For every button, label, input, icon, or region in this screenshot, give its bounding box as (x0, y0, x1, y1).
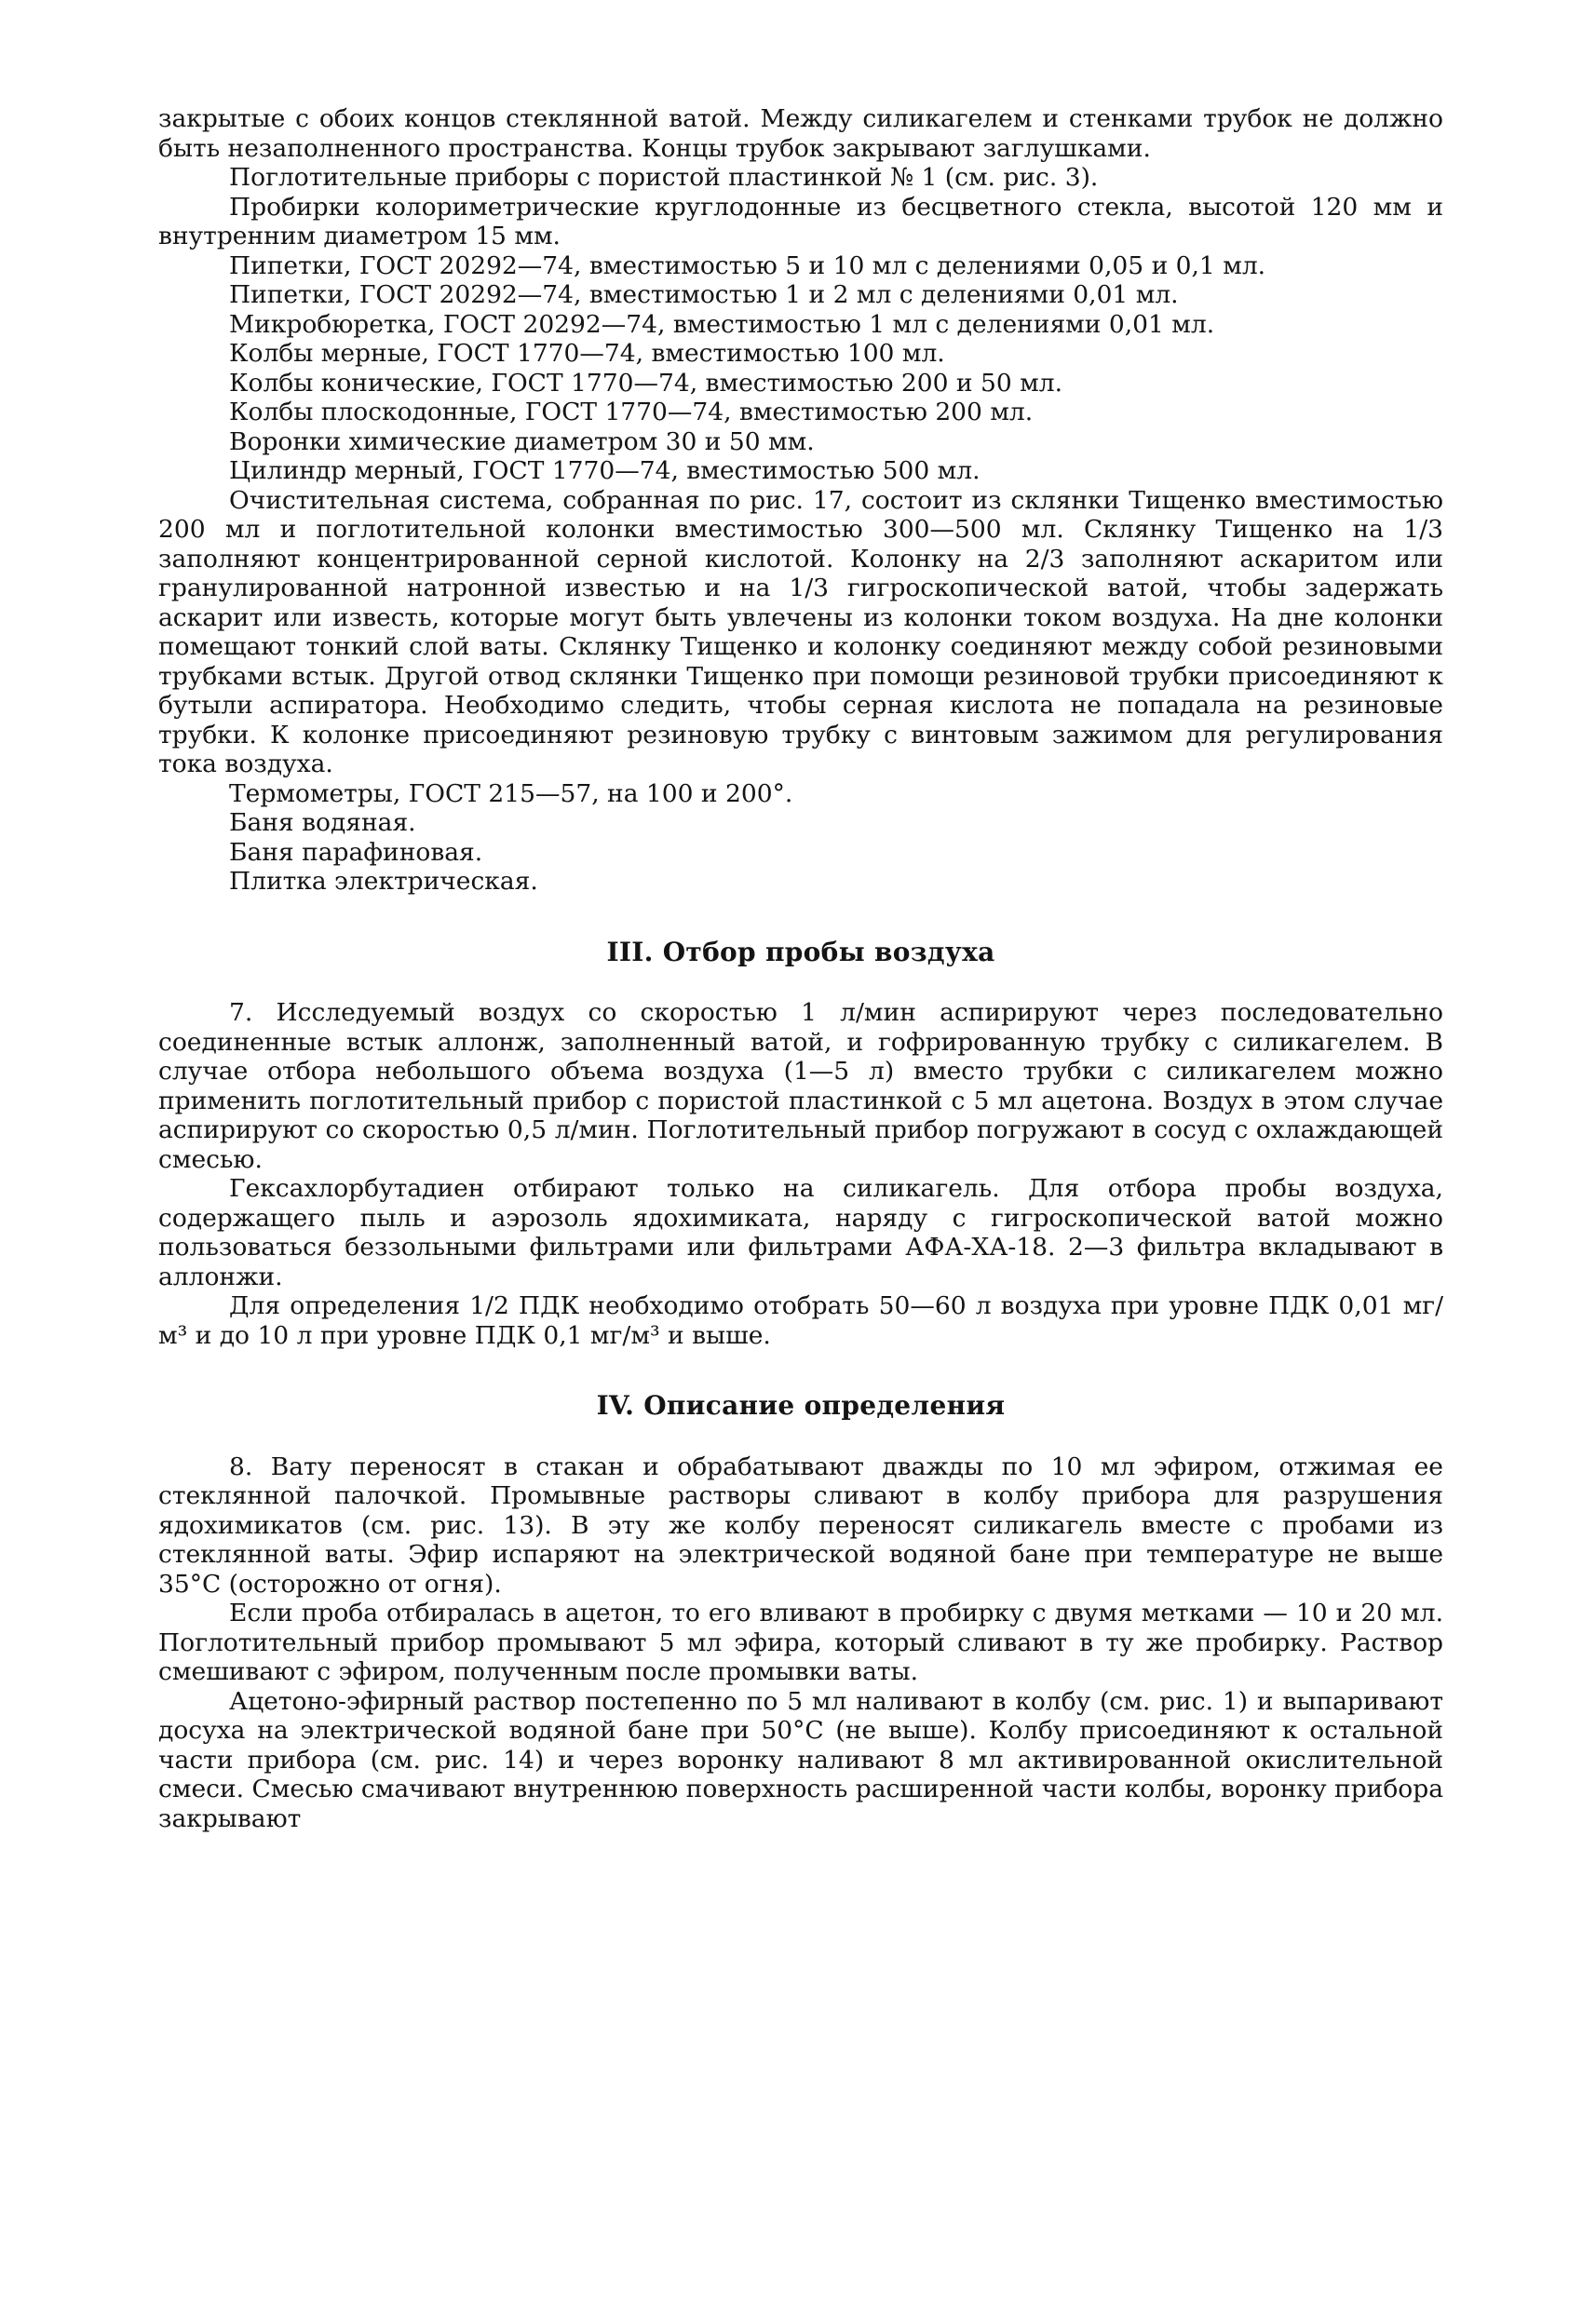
list-item-hotplate: Плитка электрическая. (229, 867, 538, 896)
section-heading-air-sampling: III. Отбор пробы воздуха (606, 936, 995, 967)
list-item-funnels: Воронки химические диаметром 30 и 50 мм. (229, 426, 815, 456)
paragraph-purification-system: Очистительная система, собранная по рис. 17, состоит из склянки Тищенко вместимостью 200 мл и поглотительной колонки вместимостью 300—500 мл. Склянку Тищенко на 1/3 заполняют концентрированной серной кислотой. Колонку на 2/3 заполняют аскаритом или гранулированной натронной известью и на 1/3 гигроскопической ватой, чтобы задержать аскарит или известь, которые могут быть увлечены из колонки током воздуха. На дне колонки помещают тонкий слой ваты. Склянку Тищенко и колонку соединяют между собой резиновыми трубками встык. Другой отвод склянки Тищенко при помощи резиновой трубки присоединяют к бутыли аспиратора. Необходимо следить, чтобы серная кислота не попадала на резиновые трубки. К колонке присоединяют резиновую трубку с винтовым зажимом для регулирования тока воздуха. (158, 485, 1443, 778)
page-text (158, 104, 1443, 1833)
paragraph-determination-8: 8. Вату переносят в стакан и обрабатывают дважды по 10 мл эфиром, отжимая ее стеклянной палочкой. Промывные растворы сливают в колбу прибора для разрушения ядохимикатов (см. рис. 13). В эту же колбу переносят силикагель вместе с пробами из стеклянной ваты. Эфир испаряют на электрической водяной бане при температуре не выше 35°С (осторожно от огня). (158, 1452, 1443, 1599)
list-item-pipettes-1-2: Пипетки, ГОСТ 20292—74, вместимостью 1 и 2 мл с делениями 0,01 мл. (229, 280, 1179, 309)
list-item-pipettes-5-10: Пипетки, ГОСТ 20292—74, вместимостью 5 и 10 мл с делениями 0,05 и 0,1 мл. (229, 250, 1266, 280)
paragraph-sampling-7: 7. Исследуемый воздух со скоростью 1 л/мин аспирируют через последовательно соединенные встык аллонж, заполненный ватой, и гофрированную трубку с силикагелем. В случае отбора небольшого объема воздуха (1—5 л) вместо трубки с силикагелем можно применить поглотительный прибор с пористой пластинкой с 5 мл ацетона. Воздух в этом случае аспирируют со скоростью 0,5 л/мин. Поглотительный прибор погружают в сосуд с охлаждающей смесью. (158, 998, 1443, 1174)
list-item-thermometers: Термометры, ГОСТ 215—57, на 100 и 200°. (229, 778, 793, 808)
list-item-test-tubes: Пробирки колориметрические круглодонные из бесцветного стекла, высотой 120 мм и внутренним диаметром 15 мм. (158, 192, 1443, 250)
list-item-paraffin-bath: Баня парафиновая. (229, 837, 483, 867)
paragraph-hexachlorobutadiene: Гексахлорбутадиен отбирают только на силикагель. Для отбора пробы воздуха, содержащего пыль и аэрозоль ядохимиката, наряду с гигроскопической ватой можно пользоваться беззольными фильтрами или фильтрами АФА-ХА-18. 2—3 фильтра вкладывают в аллонжи. (158, 1174, 1443, 1291)
section-heading-determination: IV. Описание определения (596, 1390, 1006, 1421)
list-item-cylinder: Цилиндр мерный, ГОСТ 1770—74, вместимостью 500 мл. (229, 456, 981, 485)
paragraph-acetone-sample: Если проба отбиралась в ацетон, то его вливают в пробирку с двумя метками — 10 и 20 мл. Поглотительный прибор промывают 5 мл эфира, который сливают в ту же пробирку. Раствор смешивают с эфиром, полученным после промывки ваты. (158, 1599, 1443, 1686)
paragraph-sample-volume: Для определения 1/2 ПДК необходимо отобрать 50—60 л воздуха при уровне ПДК 0,01 мг/м³ и до 10 л при уровне ПДК 0,1 мг/м³ и выше. (158, 1291, 1443, 1350)
list-item-absorbers: Поглотительные приборы с пористой пластинкой № 1 (см. рис. 3). (229, 163, 1099, 192)
list-item-microburette: Микробюретка, ГОСТ 20292—74, вместимостью 1 мл с делениями 0,01 мл. (229, 309, 1215, 339)
list-item-flat-bottom-flasks: Колбы плоскодонные, ГОСТ 1770—74, вместимостью 200 мл. (229, 398, 1034, 426)
list-item-water-bath: Баня водяная. (229, 808, 416, 837)
paragraph-tubes-closing: закрытые с обоих концов стеклянной ватой. Между силикагелем и стенками трубок не должно быть незаполненного пространства. Концы трубок закрывают заглушками. (158, 104, 1443, 163)
list-item-volumetric-flasks: Колбы мерные, ГОСТ 1770—74, вместимостью 100 мл. (229, 339, 945, 368)
list-item-conical-flasks: Колбы конические, ГОСТ 1770—74, вместимостью 200 и 50 мл. (229, 368, 1063, 398)
paragraph-acetone-ether-solution: Ацетоно-эфирный раствор постепенно по 5 мл наливают в колбу (см. рис. 1) и выпаривают досуха на электрической водяной бане при 50°С (не выше). Колбу присоединяют к остальной части прибора (см. рис. 14) и через воронку наливают 8 мл активированной окислительной смеси. Смесью смачивают внутреннюю поверхность расширенной части колбы, воронку прибора закрывают (158, 1686, 1443, 1833)
